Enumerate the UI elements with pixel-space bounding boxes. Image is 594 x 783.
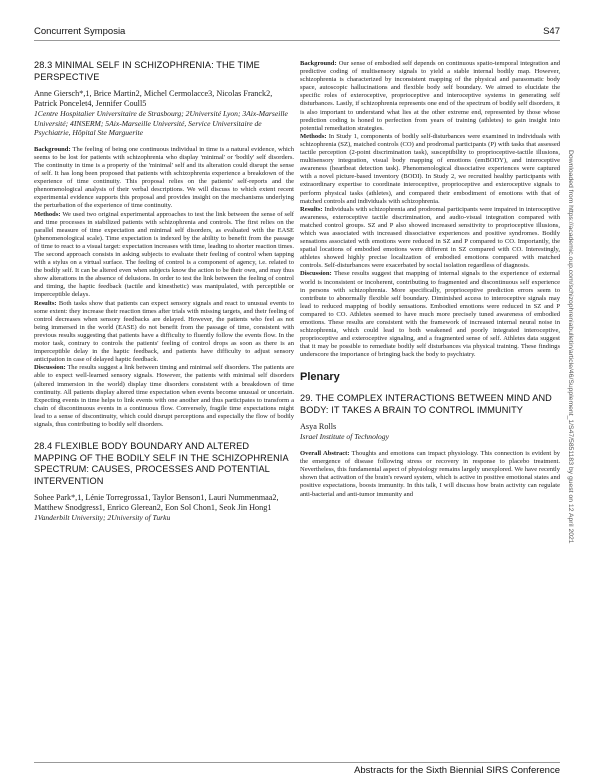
authors-28-3: Anne Giersch*,1, Brice Martin2, Michel Cermolacce3, Nicolas Franck2, Patrick Poncelet4, Jennifer Coull5 xyxy=(34,89,273,108)
left-column xyxy=(34,60,294,531)
methods-28-3: Methods: We used two original experimental approaches to test the link between the sense of self and time processes in stabilized patients with schizophrenia and controls. The first relies on the parallel measure of time expectation and minimal self disorders, as evaluated with the EASE (phenomenological scale). Time expectation is indexed by the ability to benefit from the passage of time to react to a visual target: expectation increases with time, leading to shorter reaction times. The second approach consists in asking subjects to evaluate their feeling of control when tapping with a stylus on a virtual surface. The feeling of control is a component of agency, i.e. related to the bodily self. It can be altered even when subjects know the action to be their own, and may thus show alterations in the absence of delusions. In order to test the link between the feeling of control and timing, the haptic feedback (tactile and kinesthetic) was manipulated, with perceptible or imperceptible delays. xyxy=(34,210,294,299)
abstract-title-29: 29. THE COMPLEX INTERACTIONS BETWEEN MIND AND BODY: IT TAKES A BRAIN TO CONTROL IMMUNITY xyxy=(300,393,552,415)
authors-29: Asya Rolls xyxy=(300,422,337,432)
abstract-title-28-3: 28.3 MINIMAL SELF IN SCHIZOPHRENIA: THE TIME PERSPECTIVE xyxy=(34,60,260,82)
discussion-28-3: Discussion: The results suggest a link between timing and minimal self disorders. The patients are able to expect well-learned sensory signals. However, the patients with minimal self disorders (altered immersion in the world) display time disorders consistent with a breakdown of time continuity. All patients display altered time expectation when events become unusual or uncertain. Expecting events in time helps to link events with one another and thus participates to transform a chain of discontinuous events in a continuous flow. Conversely, fragile time expectations might lead to a sense of discontinuity, which could disrupt perceptions and especially the flow of bodily signals, thus contributing to bodily self disorders. xyxy=(34,364,294,428)
affiliations-29: Israel Institute of Technology xyxy=(300,432,389,442)
section-heading-plenary: Plenary xyxy=(300,371,340,384)
right-column xyxy=(300,60,560,499)
discussion-28-4: Discussion: These results suggest that mapping of internal signals to the experience of external world is inconsistent or incoherent, contributing to fragmented and discontinuous self experience in persons with schizophrenia. More specifically, proprioceptive prediction errors seem to contribute to abnormally flexible self boundary. Diminished access to interoceptive signals may lead to reduced mapping of bodily sensations. Embodied emotions were reduced in SZ and P compared to CO. Athletes seemed to have much more precisely tuned awareness of embodied emotions. These results are consistent with the framework of increased internal neural noise in schizophrenia, which could lead to both weakened and poorly integrated interoceptive, proprioceptive and exteroceptive signaling, and a fragmented sense of self. Athletes data suggest that it may be possible to remediate bodily self disturbances via physical training. These findings underscore the importance of bringing back the body to psychiatry. xyxy=(300,270,560,359)
footer-divider xyxy=(34,762,560,763)
background-28-4: Background: Our sense of embodied self depends on continuous spatio-temporal integration and predictive coding of multisensory signals to yield a stable internal bodily map. However, schizophrenia is characterized by inconsistent mapping of the physical and parasomatic body space, autoscopic hallucinations and flexible body self boundary. We aimed to elucidate the specific roles of exteroceptive, proprioceptive and interoceptive systems in generating self disturbances. Lastly, if schizophrenia represents one end of the spectrum of bodily self disorders, it is also important to understand what lies at the other extreme end, represented by those whose prediction coding is honed to perfection from years of training (athletes) to gain insight into potential remediation strategies. xyxy=(300,60,560,132)
methods-28-4: Methods: In Study 1, components of bodily self-disturbances were examined in individuals with schizophrenia (SZ), matched controls (CO) and prodromal participants (P) with tasks that assessed tactile perception (2-point discrimination task), susceptibility to proprioceptive-tactile illusions, multisensory integration, visual body mapping of emotions (emBODY), and interoceptive awareness (heartbeat detection task). Phenomenological dissociative experiences were captured with a novel picture-based inventory (BODI). In Study 2, we recruited healthy participants with extraordinary expertise to coordinate interoceptive, proprioceptive and exteroceptive signals to perform physical tasks (athletes), and compared their embodiment of emotions with that of matched controls and individuals with schizophrenia. xyxy=(300,132,561,205)
page-number: S47 xyxy=(543,26,560,37)
results-28-3: Results: Both tasks show that patients can expect sensory signals and react to unusual events to some extent: they increase their reaction times after trials with missing targets, and their feeling of control decreases when sensory feedbacks are delayed. However, the patients who feel as not being immersed in the world (EASE) do not benefit from the passage of time, consistent with previous results suggesting that patients have a difficulty to fluently follow the events flow. In the motor task, contrary to controls the patients' feeling of control drops as soon as there is an imperceptible delay in the haptic feedback, and patients have difficulty to adjust sensory anticipation in case of delayed haptic feedback. xyxy=(34,299,295,364)
results-28-4: Results: Individuals with schizophrenia and prodromal participants were impaired in interoceptive awareness, exteroceptive tactile discrimination, and audio-visual integration compared with matched control groups. SZ and P also showed increased sensitivity to proprioceptive illusions, which was associated with increased dissociative experiences and positive syndromes. Bodily sensations associated with emotions were reduced in SZ and P compared to CO. Importantly, the spatial locations of embodied emotions were different in SZ compared with CO. Interestingly, athletes showed highly precise localization of embodied emotions compared with matched controls. Self-disturbances were exacerbated by social isolation regardless of diagnosis. xyxy=(300,205,560,270)
background-28-3: Background: The feeling of being one continuous individual in time is a natural evidence, which seems to be lost for patients with schizophrenia who display 'minimal' or 'bodily' self disorders. The continuity in time is a property of the 'minimal' self and its alteration could disrupt the sense of self. It has long been proposed that patients with schizophrenia experience a breakdown of the experience of time continuity. This proposal relies on the patients' self-reports and the phenomenological analysis of their verbal descriptions. We will discuss to which extent recent experimental evidence supports this proposal and provides insight on the mechanisms underlying the perturbation of the experience of time continuity. xyxy=(34,145,294,210)
running-footer: Abstracts for the Sixth Biennial SIRS Conference xyxy=(354,765,560,776)
header-divider xyxy=(34,40,560,41)
abstract-title-28-4: 28.4 FLEXIBLE BODY BOUNDARY AND ALTERED MAPPING OF THE BODILY SELF IN THE SCHIZOPHRENIA SPECTRUM: CAUSES, PROCESSES AND POTENTIAL INTERVENTION xyxy=(34,441,289,486)
running-header-left: Concurrent Symposia xyxy=(34,26,126,37)
affiliations-28-4: 1Vanderbilt University; 2University of Turku xyxy=(34,513,171,523)
affiliations-28-3: 1Centre Hospitalier Universitaire de Strasbourg; 2Université Lyon; 3Aix-Marseille Université; 4INSERM; 5Aix-Marseille Université, Service Universitaire de Psychiatrie, Hôpital Ste Marguerite xyxy=(34,109,288,138)
overall-abstract-29: Overall Abstract: Thoughts and emotions can impact physiology. This connection is evident by the emergence of disease following stress or recovery in response to placebo treatment. Nevertheless, this fundamental aspect of physiology remains largely unexplored. We have recently shown that activation of the brain's reward system, which is active in positive emotional states and positive expectations, boosts immunity. In this talk, I will discuss how brain activity can regulate anti-bacterial and anti-tumor immunity and xyxy=(300,450,560,498)
download-watermark: Downloaded from https://academic.oup.com/schizophreniabulletin/article/46/Supplement_1/S47/5851183 by guest on 12 April 2021 xyxy=(567,150,574,544)
authors-28-4: Sohee Park*,1, Lénie Torregrossa1, Taylor Benson1, Lauri Nummenmaa2, Matthew Snodgress1, Enrico Glerean2, Eon Sol Chon1, Seok Jin Hong1 xyxy=(34,493,279,513)
